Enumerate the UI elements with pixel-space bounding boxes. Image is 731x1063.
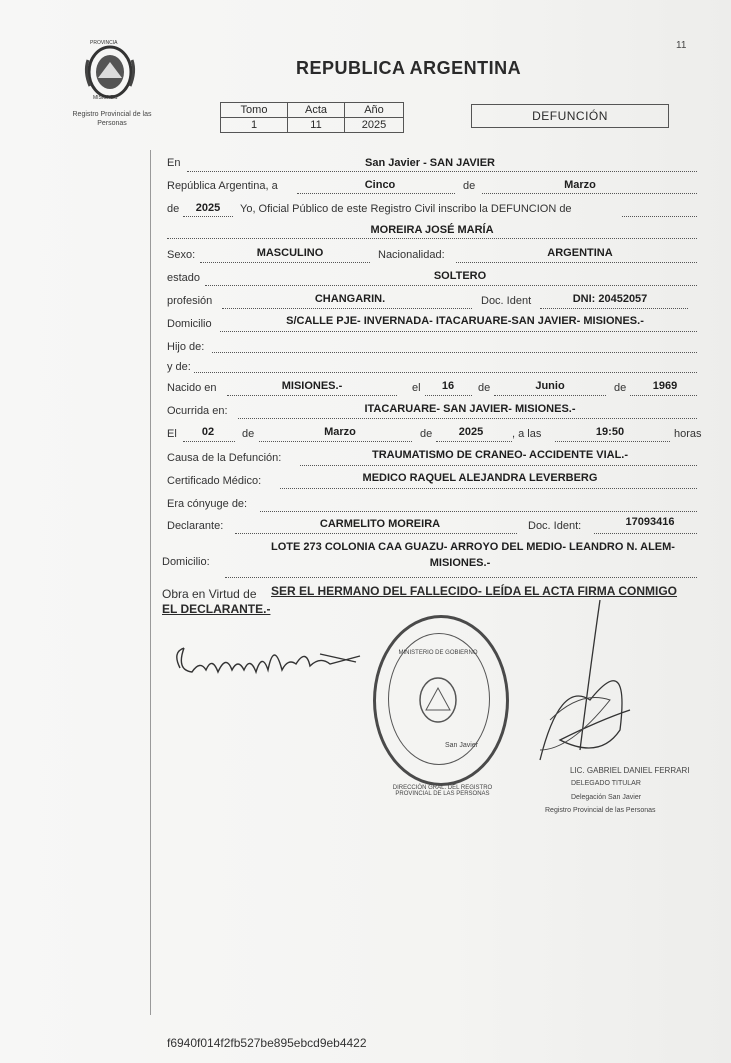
ocurrida-dots [238,418,697,419]
certificado-dots [280,488,697,489]
margin-line [150,150,151,1015]
anio-dots [183,216,233,217]
seal-emblem [410,670,466,730]
causa-value: TRAUMATISMO DE CRANEO- ACCIDENTE VIAL.- [371,449,629,461]
seal-place: San Javier [445,742,479,749]
doc-dots [540,308,688,309]
table-header-anio: Año [345,103,404,118]
nombre-dots [167,238,697,239]
nombre-value: MOREIRA JOSÉ MARÍA [370,224,494,236]
province-emblem [80,40,140,102]
nac-dia-value: 16 [441,380,455,392]
act-type-box [471,104,669,128]
el-label: el [412,382,421,394]
hora-dots [555,441,670,442]
nacionalidad-dots [456,262,697,263]
yde-dots [194,372,697,373]
estado-dots [205,285,697,286]
domicilio2-line2: MISIONES.- [429,557,491,569]
profesion-value: CHANGARIN. [314,293,386,305]
de6-label: de [420,428,433,440]
estado-value: SOLTERO [433,270,487,282]
en-label: En [167,157,181,169]
nacido-label: Nacido en [167,382,217,394]
nacido-dots [227,395,397,396]
domicilio2-label: Domicilio: [162,556,210,568]
table-header-acta: Acta [288,103,345,118]
anio-value: 2025 [195,202,221,214]
nac-mes-value: Junio [535,380,565,392]
dia-dots [297,193,455,194]
mes-dots [482,193,697,194]
def-dia-value: 02 [201,426,215,438]
table-value-acta: 11 [288,118,345,133]
domicilio-value: S/CALLE PJE- INVERNADA- ITACARUARE-SAN JAVIER- MISIONES.- [286,315,644,327]
def-anio-value: 2025 [458,426,484,438]
de3-label: de [478,382,491,394]
nac-mes-dots [494,395,606,396]
nac-anio-value: 1969 [652,380,678,392]
official-title: DELEGADO TITULAR [571,780,641,787]
declarante-dots [235,533,517,534]
obra-label: Obra en Virtud de [162,587,257,601]
sexo-dots [200,262,370,263]
yo-text: Yo, Oficial Público de este Registro Civil inscribo la DEFUNCION de [240,203,572,215]
official-name: LIC. GABRIEL DANIEL FERRARI [570,766,690,775]
alas-label: , a las [512,428,542,440]
nacionalidad-value: ARGENTINA [547,247,613,259]
en-dots [187,171,697,172]
def-dia-dots [183,441,235,442]
emblem-text-top: PROVINCIA [90,40,118,46]
act-type-label: DEFUNCIÓN [532,109,608,123]
de2-label: de [167,203,180,215]
mes-value: Marzo [564,179,596,191]
doc-value: DNI: 20452057 [572,293,648,305]
estado-label: estado [167,272,201,284]
horas-label: horas [674,428,702,440]
conyuge-dots [260,511,697,512]
de5-label: de [242,428,255,440]
causa-dots [300,465,697,466]
def-anio-dots [436,441,512,442]
table-value-tomo: 1 [221,118,288,133]
domicilio-dots [220,331,697,332]
record-table [220,102,404,133]
causa-label: Causa de la Defunción: [167,452,282,464]
registry-label: Registro Provincial de las Personas [72,111,152,127]
seal-ring-text: DIRECCIÓN GRAL. DEL REGISTRO PROVINCIAL DE LAS PERSONAS [392,785,493,797]
table-header-tomo: Tomo [221,103,288,118]
yde-label: y de: [167,361,191,373]
dia-value: Cinco [364,179,396,191]
domicilio-label: Domicilio [167,318,212,330]
page-title: REPUBLICA ARGENTINA [296,58,522,78]
certificado-value: MEDICO RAQUEL ALEJANDRA LEVERBERG [362,472,598,484]
yo-dots [622,216,697,217]
ocurrida-value: ITACARUARE- SAN JAVIER- MISIONES.- [364,403,576,415]
def-mes-value: Marzo [324,426,356,438]
footer-hash: f6940f014f2fb527be895ebcd9eb4422 [167,1036,367,1050]
republica-label: República Argentina, a [167,180,278,192]
obra-line1: SER EL HERMANO DEL FALLECIDO- LEÍDA EL ACTA FIRMA CONMIGO [271,584,678,598]
hijo-dots [212,352,697,353]
nacido-value: MISIONES.- [281,380,343,392]
de-label: de [463,180,476,192]
sexo-label: Sexo: [167,249,196,261]
de4-label: de [614,382,627,394]
en-value: San Javier - SAN JAVIER [364,157,495,169]
seal-inner-text: MINISTERIO DE GOBIERNO [398,650,478,656]
profesion-label: profesión [167,295,213,307]
official-registry: Registro Provincial de las Personas [545,807,656,814]
emblem-text-bottom: MISIONES [93,95,118,101]
official-office: Delegación San Javier [571,794,642,801]
ocurrida-label: Ocurrida en: [167,405,228,417]
nac-anio-dots [630,395,697,396]
declarante-signature [170,630,370,690]
domicilio2-dots [225,577,697,578]
obra-line2: EL DECLARANTE.- [162,602,271,616]
declarante-value: CARMELITO MOREIRA [319,518,441,530]
nac-dia-dots [425,395,472,396]
profesion-dots [222,308,472,309]
page-number: 11 [676,40,687,51]
certificado-label: Certificado Médico: [167,475,262,487]
nacionalidad-label: Nacionalidad: [378,249,445,261]
declarante-label: Declarante: [167,520,224,532]
doc-label: Doc. Ident [481,295,532,307]
def-mes-dots [259,441,412,442]
doc2-value: 17093416 [625,516,675,528]
official-signature [520,590,660,790]
hijo-label: Hijo de: [167,341,205,353]
conyuge-label: Era cónyuge de: [167,498,248,510]
doc2-label: Doc. Ident: [528,520,582,532]
el2-label: El [167,428,177,440]
sexo-value: MASCULINO [256,247,324,259]
table-value-anio: 2025 [345,118,404,133]
hora-value: 19:50 [595,426,625,438]
domicilio2-line1: LOTE 273 COLONIA CAA GUAZU- ARROYO DEL MEDIO- LEANDRO N. ALEM- [271,541,675,553]
doc2-dots [594,533,697,534]
